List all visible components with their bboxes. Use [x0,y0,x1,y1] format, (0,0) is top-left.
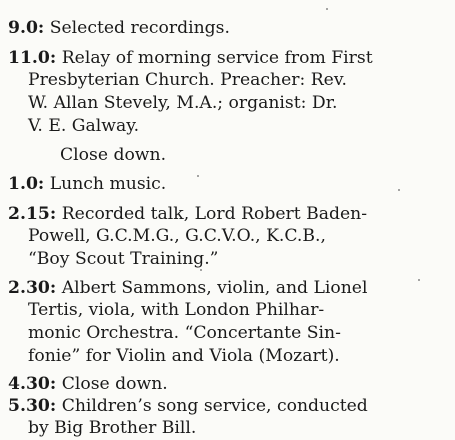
entry-first-line [8,47,373,69]
time-separator: : [37,18,45,38]
print-speck [398,189,400,191]
entry-continuation-line: Presbyterian Church. Preacher: Rev. [28,70,347,90]
time-separator: : [49,48,57,68]
entry-text: Lunch music. [49,174,167,194]
entry-close-down-line: Close down. [60,145,167,165]
entry-continuation-line: “Boy Scout Training.” [28,249,219,269]
entry-first-line [8,395,368,417]
entry-time: 2.30 [8,278,50,298]
print-speck [200,269,202,271]
entry-text: Recorded talk, Lord Robert Baden- [61,204,368,224]
entry-first-line [8,373,168,395]
entry-continuation-line: by Big Brother Bill. [28,418,197,438]
time-separator: : [49,204,57,224]
entry-time: 9.0 [8,18,38,38]
entry-text: Albert Sammons, violin, and Lionel [61,278,368,298]
time-separator: : [49,278,57,298]
entry-time: 2.15 [8,204,50,224]
print-speck [418,279,420,281]
entry-continuation-line: Powell, G.C.M.G., G.C.V.O., K.C.B., [28,226,326,246]
time-separator: : [49,374,57,394]
entry-continuation-line: W. Allan Stevely, M.A.; organist: Dr. [28,93,338,113]
time-separator: : [49,396,57,416]
entry-first-line [8,277,367,299]
print-speck [326,8,328,10]
entry-time: 5.30 [8,396,50,416]
entry-continuation-line: V. E. Galway. [28,116,140,136]
print-speck [197,175,199,177]
entry-text: Relay of morning service from First [61,48,373,68]
entry-first-line [8,203,367,225]
entry-time: 4.30 [8,374,50,394]
entry-time: 11.0 [8,48,50,68]
entry-continuation-line: Tertis, viola, with London Philhar- [28,300,325,320]
entry-text: Children’s song service, conducted [61,396,368,416]
time-separator: : [37,174,45,194]
entry-time: 1.0 [8,174,38,194]
entry-continuation-line: fonie” for Violin and Viola (Mozart). [28,346,340,366]
entry-continuation-line: monic Orchestra. “Concertante Sin- [28,323,341,343]
entry-text: Close down. [61,374,168,394]
entry-first-line [8,17,230,39]
entry-text: Selected recordings. [49,18,230,38]
entry-first-line [8,173,166,195]
